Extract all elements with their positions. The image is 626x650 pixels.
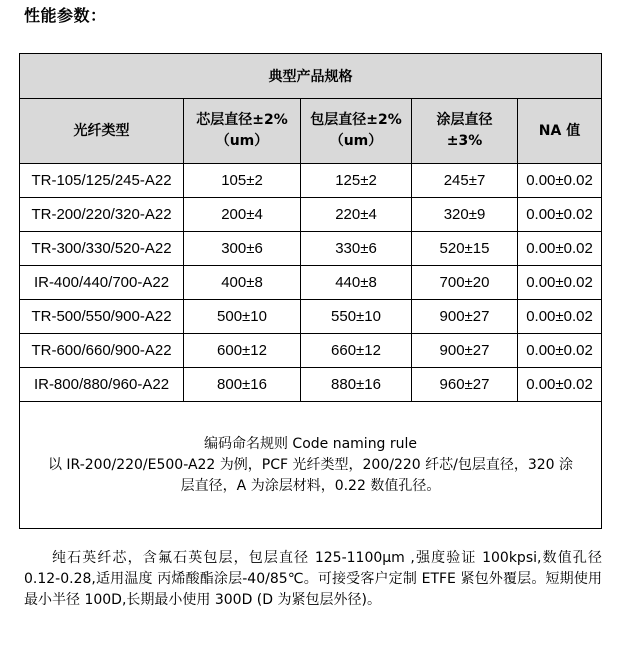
table-cell: TR-500/550/900-A22	[20, 300, 184, 334]
table-cell: 960±27	[412, 368, 518, 402]
table-cell: 200±4	[184, 198, 301, 232]
table-cell: 0.00±0.02	[518, 232, 602, 266]
table-body	[20, 164, 602, 402]
column-header	[184, 99, 301, 164]
column-header	[518, 99, 602, 164]
table-cell: 700±20	[412, 266, 518, 300]
column-header	[20, 99, 184, 164]
table-cell: 0.00±0.02	[518, 164, 602, 198]
column-header-line: 包层直径±2%	[310, 112, 402, 128]
column-header-line: （um）	[215, 133, 269, 149]
column-header	[301, 99, 412, 164]
column-header	[412, 99, 518, 164]
table-cell: 320±9	[412, 198, 518, 232]
table-row	[20, 266, 602, 300]
table-cell: 660±12	[301, 334, 412, 368]
table-row	[20, 300, 602, 334]
table-cell: TR-600/660/900-A22	[20, 334, 184, 368]
table-row	[20, 164, 602, 198]
naming-rule-note	[20, 402, 602, 529]
table-cell: 125±2	[301, 164, 412, 198]
table-cell: 0.00±0.02	[518, 300, 602, 334]
table-cell: 900±27	[412, 334, 518, 368]
table-cell: 550±10	[301, 300, 412, 334]
table-cell: 330±6	[301, 232, 412, 266]
table-cell: 0.00±0.02	[518, 266, 602, 300]
table-cell: 600±12	[184, 334, 301, 368]
table-cell: 400±8	[184, 266, 301, 300]
table-row	[20, 198, 602, 232]
table-cell: 900±27	[412, 300, 518, 334]
table-cell: 440±8	[301, 266, 412, 300]
table-row	[20, 232, 602, 266]
column-header-line: ±3%	[446, 133, 483, 149]
column-header-line: NA 值	[538, 122, 581, 139]
section-title: 性能参数：	[24, 6, 107, 25]
table-caption: 典型产品规格	[20, 54, 602, 99]
table-row	[20, 334, 602, 368]
table-cell: IR-800/880/960-A22	[20, 368, 184, 402]
table-row	[20, 368, 602, 402]
table-cell: 105±2	[184, 164, 301, 198]
note-line: 以 IR-200/220/E500-A22 为例，PCF 光纤类型，200/220 纤芯/包层直径，320 涂	[47, 456, 574, 473]
table-cell: 520±15	[412, 232, 518, 266]
note-line: 编码命名规则 Code naming rule	[203, 435, 418, 452]
column-header-line: 光纤类型	[73, 122, 130, 139]
table-cell: 500±10	[184, 300, 301, 334]
table-cell: 220±4	[301, 198, 412, 232]
table-cell: 0.00±0.02	[518, 334, 602, 368]
table-cell: 0.00±0.02	[518, 198, 602, 232]
table-cell: TR-200/220/320-A22	[20, 198, 184, 232]
table-cell: IR-400/440/700-A22	[20, 266, 184, 300]
table-cell: 800±16	[184, 368, 301, 402]
table-cell: TR-300/330/520-A22	[20, 232, 184, 266]
table-cell: 0.00±0.02	[518, 368, 602, 402]
product-description: 纯石英纤芯，含氟石英包层，包层直径 125-1100μm ,强度验证 100kpsi,数值孔径 0.12-0.28,适用温度 丙烯酸酯涂层-40/85℃。可接受客户定制 ETFE 紧包外覆层。短期使用最小半径 100D,长期最小使用 300D (D 为紧包层外径)。	[24, 550, 602, 608]
spec-table	[19, 53, 602, 529]
table-header-row	[20, 99, 602, 164]
note-line: 层直径，A 为涂层材料，0.22 数值孔径。	[180, 477, 441, 494]
table-cell: 245±7	[412, 164, 518, 198]
table-cell: TR-105/125/245-A22	[20, 164, 184, 198]
column-header-line: 芯层直径±2%	[196, 112, 288, 128]
table-cell: 300±6	[184, 232, 301, 266]
table-cell: 880±16	[301, 368, 412, 402]
column-header-line: （um）	[329, 133, 383, 149]
column-header-line: 涂层直径	[436, 112, 493, 128]
